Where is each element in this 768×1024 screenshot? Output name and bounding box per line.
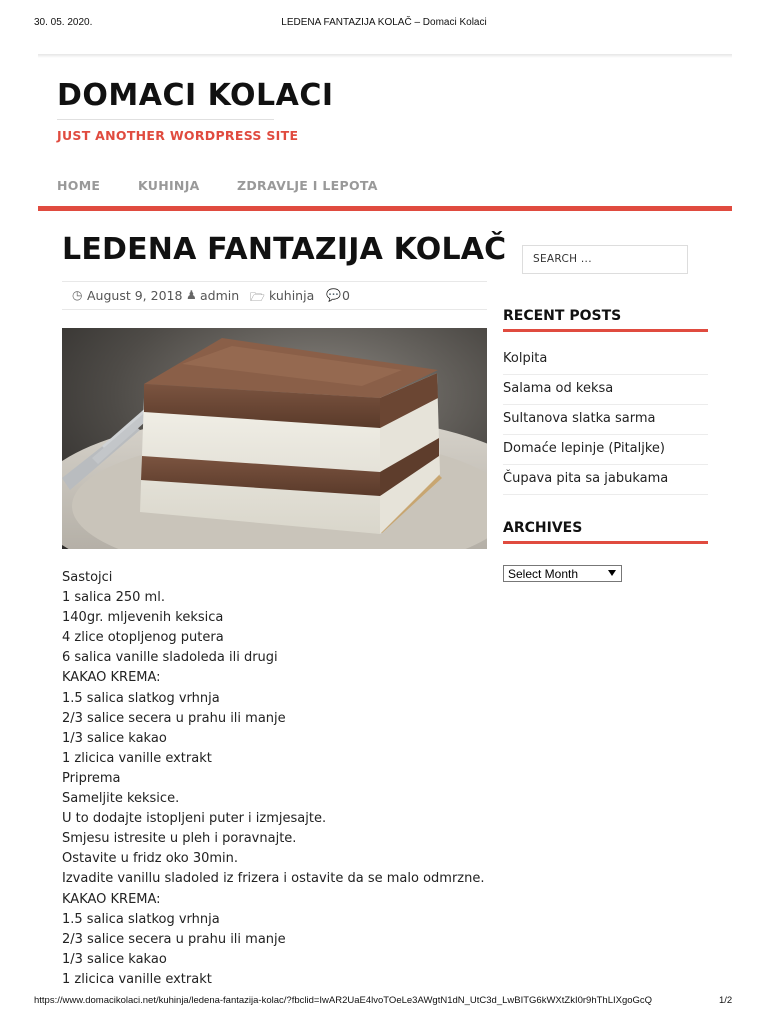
content-line: 1.5 salica slatkog vrhnja (62, 690, 220, 706)
folder-icon: 🗁 (250, 290, 265, 304)
meta-divider-top (62, 281, 487, 282)
post-category-link[interactable]: kuhinja (269, 288, 315, 303)
content-line: KAKAO KREMA: (62, 670, 161, 686)
print-url: https://www.domacikolaci.net/kuhinja/ledena-fantazija-kolac/?fbclid=IwAR2UaE4lvoTOeLe3AWgtN1dN_UtC3d_LwBITG6kWXtZkI0r9hThLIXgoGcQ (34, 995, 653, 1006)
post-featured-image (62, 328, 487, 549)
archives-selected-value: Select Month (508, 567, 579, 581)
recent-posts-rule (503, 329, 708, 332)
post-title: LEDENA FANTAZIJA KOLAČ (62, 232, 507, 267)
nav-item-zdravlje-i-lepota[interactable]: ZDRAVLJE I LEPOTA (237, 178, 378, 193)
content-line: Ostavite u fridz oko 30min. (62, 851, 239, 867)
post-author-link[interactable]: admin (200, 288, 240, 303)
recent-post-item[interactable]: Čupava pita sa jabukama (503, 465, 708, 495)
recent-post-item[interactable]: Kolpita (503, 345, 708, 375)
nav-item-kuhinja[interactable]: KUHINJA (138, 178, 200, 193)
chevron-down-icon (608, 570, 616, 576)
archives-dropdown[interactable] (503, 565, 622, 582)
content-line: U to dodajte istopljeni puter i izmjesajte. (62, 811, 327, 827)
content-line: 1 salica 250 ml. (62, 590, 165, 606)
site-title-link[interactable]: DOMACI KOLACI (57, 78, 334, 113)
recent-posts-title: RECENT POSTS (503, 308, 622, 324)
archives-title: ARCHIVES (503, 520, 583, 536)
content-line: 2/3 salice secera u prahu ili manje (62, 710, 286, 726)
content-line: Sastojci (62, 570, 113, 585)
content-line: 1.5 salica slatkog vrhnja (62, 911, 220, 927)
recent-post-item[interactable]: Domaće lepinje (Pitaljke) (503, 435, 708, 465)
comment-icon: 💬 (326, 288, 341, 302)
content-line: 1/3 salice kakao (62, 730, 167, 746)
recent-post-item[interactable]: Salama od keksa (503, 375, 708, 405)
print-page-number: 1/2 (719, 995, 733, 1006)
content-line: Sameljite keksice. (62, 791, 180, 807)
archives-rule (503, 541, 708, 544)
recent-post-item[interactable]: Sultanova slatka sarma (503, 405, 708, 435)
post-comments-link[interactable]: 0 (342, 288, 350, 303)
print-header (0, 17, 768, 31)
site-title-divider (57, 119, 274, 120)
content-line: 1/3 salice kakao (62, 951, 167, 967)
content-line: 1 zlicica vanille extrakt (62, 971, 212, 987)
content-line: 140gr. mljevenih keksica (62, 610, 224, 626)
content-line: 1 zlicica vanille extrakt (62, 750, 212, 766)
print-date: 30. 05. 2020. (34, 17, 93, 28)
post-content (62, 568, 487, 990)
content-line: 2/3 salice secera u prahu ili manje (62, 931, 286, 947)
site-description: JUST ANOTHER WORDPRESS SITE (57, 128, 299, 143)
search-input[interactable]: SEARCH ... (522, 245, 688, 274)
clock-icon: ◷ (72, 288, 83, 302)
content-line: 6 salica vanille sladoleda ili drugi (62, 650, 278, 666)
content-line: Izvadite vanillu sladoled iz frizera i ostavite da se malo odmrzne. (62, 871, 485, 887)
cake-photo (62, 328, 487, 549)
content-line: Priprema (62, 770, 121, 786)
content-line: Smjesu istresite u pleh i poravnajte. (62, 831, 297, 847)
user-icon: ♟ (186, 288, 197, 302)
content-line: KAKAO KREMA: (62, 891, 161, 907)
meta-divider-bottom (62, 309, 487, 310)
header-top-shadow (38, 54, 732, 58)
recent-posts-list (503, 345, 708, 495)
print-title: LEDENA FANTAZIJA KOLAČ – Domaci Kolaci (281, 17, 487, 28)
nav-accent-bar (38, 206, 732, 211)
print-footer (0, 995, 768, 1009)
content-line: 4 zlice otopljenog putera (62, 630, 224, 646)
post-date-link[interactable]: August 9, 2018 (87, 288, 183, 303)
nav-item-home[interactable]: HOME (57, 178, 101, 193)
